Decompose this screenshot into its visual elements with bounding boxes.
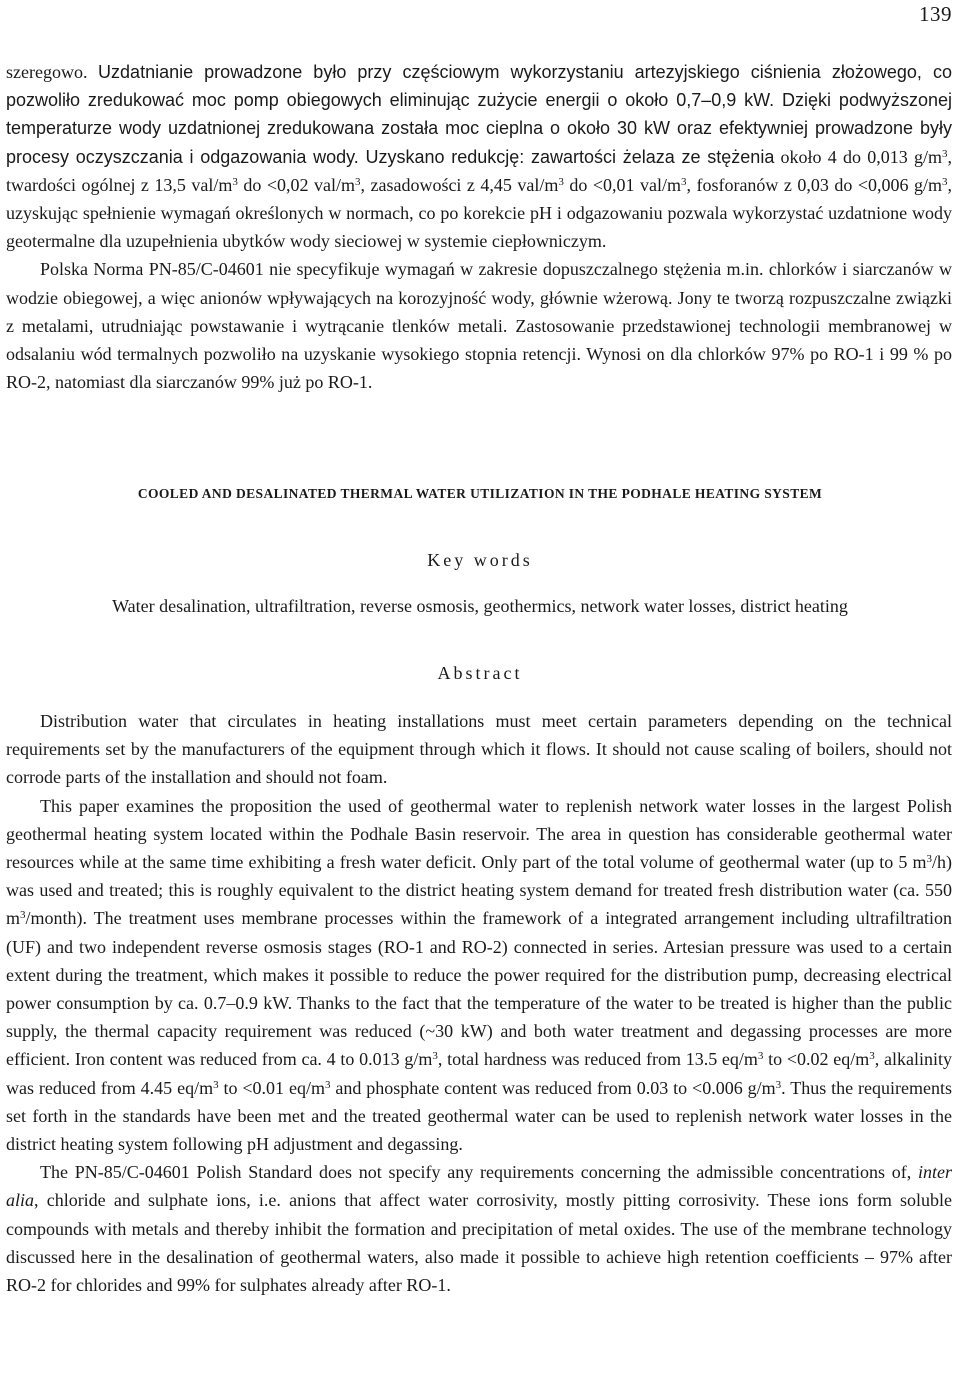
text-segment: /h) was used and treated; this is roughly equivalent to the district heating system demand for treated fresh distribution water (ca. 550 m (6, 852, 952, 929)
abstract-heading: Abstract (437, 663, 523, 683)
text-segment: , chloride and sulphate ions, i.e. anions that affect water corrosivity, mostly pitting corrosivity. These ions form soluble compounds with metals and thereby inhibit the formation and precipitation of metal oxides. The use of the membrane technology discussed here in the desalination of geothermal waters, also made it possible to achieve high retention coefficients – 97% after RO-2 for chlorides and 99% for sulphates already after RO-1. (6, 1190, 952, 1296)
text-segment: Uzdatnianie prowadzone było przy częściowym wykorzystaniu artezyjskiego ciśnienia złożowego, co pozwoliło zredukować moc pomp obiegowych eliminując zużycie energii o około 0,7–0,9 kW. Dzięki podwyższonej temperaturze wody uzdatnionej zredukowana została moc cieplna o około 30 kW oraz efektywniej prowadzone były procesy oczyszczania i odgazowania wody. Uzyskano redukcję: zawartości żelaza ze stężenia (6, 62, 953, 167)
text-segment: /month). The treatment uses membrane processes within the framework of a integrated arrangement including ultrafiltration (UF) and two independent reverse osmosis stages (RO-1 and RO-2) connected in series. Artesian pressure was used to a certain extent during the treatment, which makes it possible to reduce the power required for the distribution pump, decreasing electrical power consumption by ca. 0.7–0.9 kW. Thanks to the fact that the temperature of the water to be treated is higher than the public supply, the thermal capacity requirement was reduced (~30 kW) and both water treatment and degassing processes are more efficient. Iron content was reduced from ca. 4 to 0.013 g/m (6, 908, 952, 1070)
superscript: 3 (775, 1078, 782, 1091)
text-segment: inter alia (6, 1162, 952, 1211)
superscript: 3 (757, 1050, 764, 1063)
superscript: 3 (869, 1050, 875, 1063)
text-segment: , alkalinity was reduced from 4.45 eq/m (6, 1049, 952, 1098)
superscript: 3 (941, 147, 948, 160)
superscript: 3 (558, 175, 564, 188)
superscript: 3 (941, 175, 948, 188)
abstract-paragraph-3 (6, 1158, 952, 1299)
text-segment: , uzyskując spełnienie wymagań określonych w normach, co po korekcie pH i odgazowaniu pozwala wykorzystać uzdatnione wody geotermalne dla uzupełnienia ubytków wody sieciowej w systemie ciepłowniczym. (6, 174, 952, 252)
superscript: 3 (324, 1078, 331, 1091)
text-segment: to <0.01 eq/m (218, 1077, 325, 1098)
keywords-heading: Key words (427, 550, 533, 570)
abstract-body (6, 707, 952, 1299)
text-segment: , total hardness was reduced from 13.5 eq/m (437, 1049, 758, 1070)
superscript: 3 (20, 909, 26, 922)
english-title: COOLED AND DESALINATED THERMAL WATER UTILIZATION IN THE PODHALE HEATING SYSTEM (137, 486, 823, 501)
text-segment: and phosphate content was reduced from 0.03 to <0.006 g/m (330, 1077, 776, 1098)
text-segment: do <0,01 val/m (563, 174, 681, 195)
superscript: 3 (354, 175, 361, 188)
text-segment: szeregowo. (6, 62, 99, 82)
superscript: 3 (432, 1050, 438, 1063)
text-segment: to <0.02 eq/m (763, 1049, 870, 1070)
abstract-paragraph-1: Distribution water that circulates in heating installations must meet certain parameters depending on the technical requirements set by the manufacturers of the equipment through which it flows. It should not cause scaling of boilers, should not corrode parts of the installation and should not foam. (6, 711, 952, 788)
superscript: 3 (232, 175, 238, 188)
text-segment: This paper examines the proposition the used of geothermal water to replenish network water losses in the largest Polish geothermal heating system located within the Podhale Basin reservoir. The area in question has considerable geothermal water resources while at the same time exhibiting a fresh water deficit. Only part of the total volume of geothermal water (up to 5 m (6, 795, 952, 873)
polish-paragraph-1 (6, 58, 952, 255)
text-segment: The PN-85/C-04601 Polish Standard does not specify any requirements concerning the admissible concentrations of, (40, 1162, 918, 1183)
polish-text-block (6, 58, 952, 396)
superscript: 3 (926, 853, 932, 866)
abstract-paragraph-2 (6, 792, 952, 1159)
superscript: 3 (680, 175, 687, 188)
superscript: 3 (213, 1078, 219, 1091)
polish-paragraph-2: Polska Norma PN-85/C-04601 nie specyfikuje wymagań w zakresie dopuszczalnego stężenia m.in. chlorków i siarczanów w wodzie obiegowej, a więc anionów wpływających na korozyjność wody, głównie wżerową. Jony te tworzą rozpuszczalne związki z metalami, utrudniając powstawanie i wytrącanie tlenków metali. Zastosowanie przedstawionej technologii membranowej w odsalaniu wód termalnych pozwoliło na uzyskanie wysokiego stopnia retencji. Wynosi on dla chlorków 97% po RO-1 i 99 % po RO-2, natomiast dla siarczanów 99% już po RO-1. (6, 259, 952, 393)
text-segment: około 4 do 0,013 g/m (774, 146, 942, 167)
keywords-text: Water desalination, ultrafiltration, reverse osmosis, geothermics, network water losses, district heating (112, 596, 848, 616)
text-segment: . Thus the requirements set forth in the standards have been met and the treated geothermal water can be used to replenish network water losses in the district heating system following pH adjustment and degassing. (6, 1077, 952, 1155)
text-segment: , fosforanów z 0,03 do <0,006 g/m (686, 174, 942, 195)
text-segment: do <0,02 val/m (237, 174, 355, 195)
text-segment: , zasadowości z 4,45 val/m (360, 174, 559, 195)
page-number: 139 (919, 2, 952, 26)
text-segment: , twardości ogólnej z 13,5 val/m (6, 146, 952, 195)
